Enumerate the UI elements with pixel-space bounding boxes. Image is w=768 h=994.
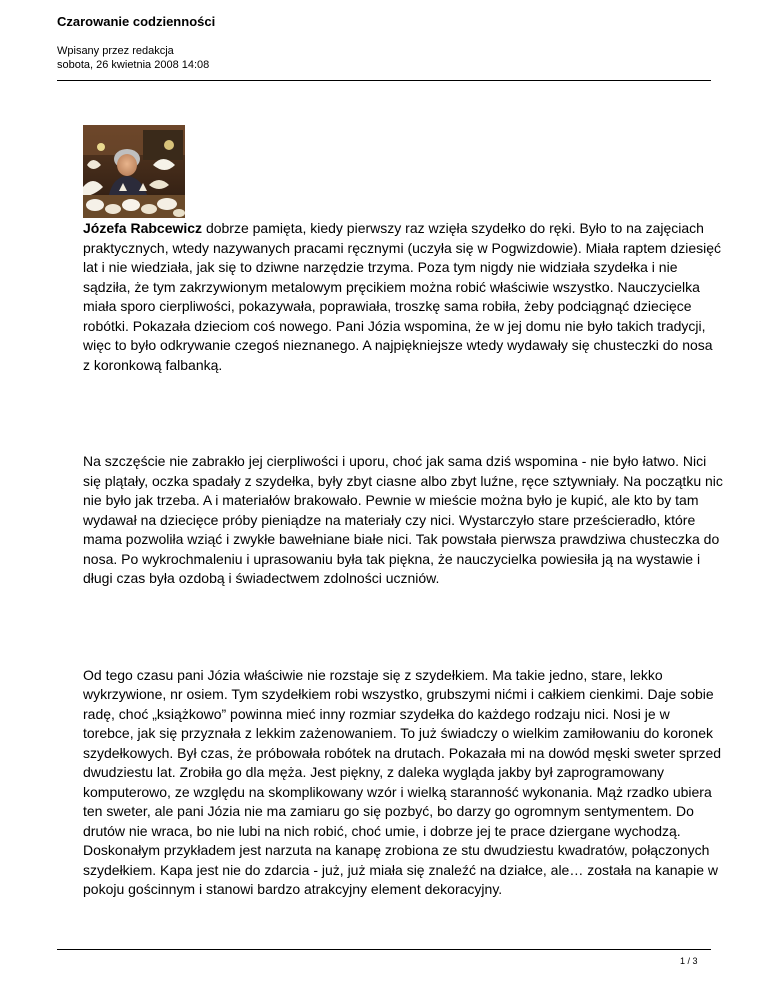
date-line: sobota, 26 kwietnia 2008 14:08 [57, 59, 210, 71]
paragraph-1 [83, 219, 723, 375]
author-line: Wpisany przez redakcja [57, 45, 174, 57]
paragraph-spacer [83, 375, 723, 452]
article-meta [57, 44, 209, 72]
article-photo [83, 125, 185, 218]
page-title: Czarowanie codzienności [57, 14, 216, 29]
footer-divider [57, 949, 711, 950]
header-divider [57, 80, 711, 81]
paragraph-3: Od tego czasu pani Józia właściwie nie rozstaje się z szydełkiem. Ma takie jedno, stare, lekko wykrzywione, nr osiem. Tym szydełkiem robi wszystko, grubszymi nićmi i całkiem cienkimi. Daje sobie radę, choć „książkowo” powinna mieć inny rozmiar szydełka do każdego rodzaju nici. Nosi je w torebce, jak się przyznała z lekkim zażenowaniem. To już świadczy o wielkim zamiłowaniu do koronek szydełkowych. Był czas, że próbowała robótek na drutach. Pokazała mi na dowód męski sweter sprzed dwudziestu lat. Zrobiła go dla męża. Jest piękny, z daleka wygląda jakby był zaprogramowany komputerowo, ze względu na skomplikowany wzór i wielką staranność wykonania. Mąż rzadko ubiera ten sweter, ale pani Józia nie ma zamiaru go się pozbyć, bo darzy go ogromnym sentymentem. Do drutów nie wraca, bo nie lubi na nich robić, choć umie, i dobrze jej te prace dziergane wychodzą. Doskonałym przykładem jest narzuta na kanapę zrobiona ze stu dwudziestu kwadratów, połączonych szydełkiem. Kapa jest nie do zdarcia - już, już miała się znaleźć na działce, ale… została na kanapie w pokoju gościnnym i stanowi bardzo atrakcyjny element dekoracyjny. [83, 666, 722, 897]
article-body [83, 219, 723, 900]
paragraph-spacer [83, 589, 723, 666]
paragraph-2: Na szczęście nie zabrakło jej cierpliwości i uporu, choć jak sama dziś wspomina - nie było łatwo. Nici się plątały, oczka spadały z szydełka, były zbyt ciasne albo zbyt luźne, ręce sztywniały. Na początku nic nie było jak trzeba. A i materiałów brakowało. Pewnie w mieście można było je kupić, ale kto by tam wydawał na dziecięce próby pieniądze na materiały czy nici. Wystarczyło stare prześcieradło, które mama pozwoliła wziąć i zwykłe bawełniane białe nici. Tak powstała pierwsza prawdziwa chusteczka do nosa. Po wykrochmaleniu i uprasowaniu była tak piękna, że nauczycielka powiesiła ją na wystawie i długi czas była ozdobą i świadectwem zdolności uczniów. [83, 453, 723, 586]
page-number: 1 / 3 [680, 956, 698, 966]
paragraph-1-text: dobrze pamięta, kiedy pierwszy raz wzięła szydełko do ręki. Było to na zajęciach praktycznych, wtedy nazywanych pracami ręcznymi (uczyła się w Pogwizdowie). Miała raptem dziesięć lat i nie wiedziała, jak się to dziwne narzędzie trzyma. Poza tym nigdy nie widziała szydełka i nie sądziła, że tym zakrzywionym metalowym pręcikiem można robić właściwie wszystko. Nauczycielka miała sporo cierpliwości, pokazywała, poprawiała, troszkę sama robiła, żeby podciągnąć dziecięce robótki. Pokazała dzieciom coś nowego. Pani Józia wspomina, że w jej domu nie było takich tradycji, więc to było odkrywanie czegoś nieznanego. A najpiękniejsze wtedy wydawały się chusteczki do nosa z koronkową falbanką. [83, 220, 722, 373]
author-name: Józefa Rabcewicz [83, 220, 203, 236]
